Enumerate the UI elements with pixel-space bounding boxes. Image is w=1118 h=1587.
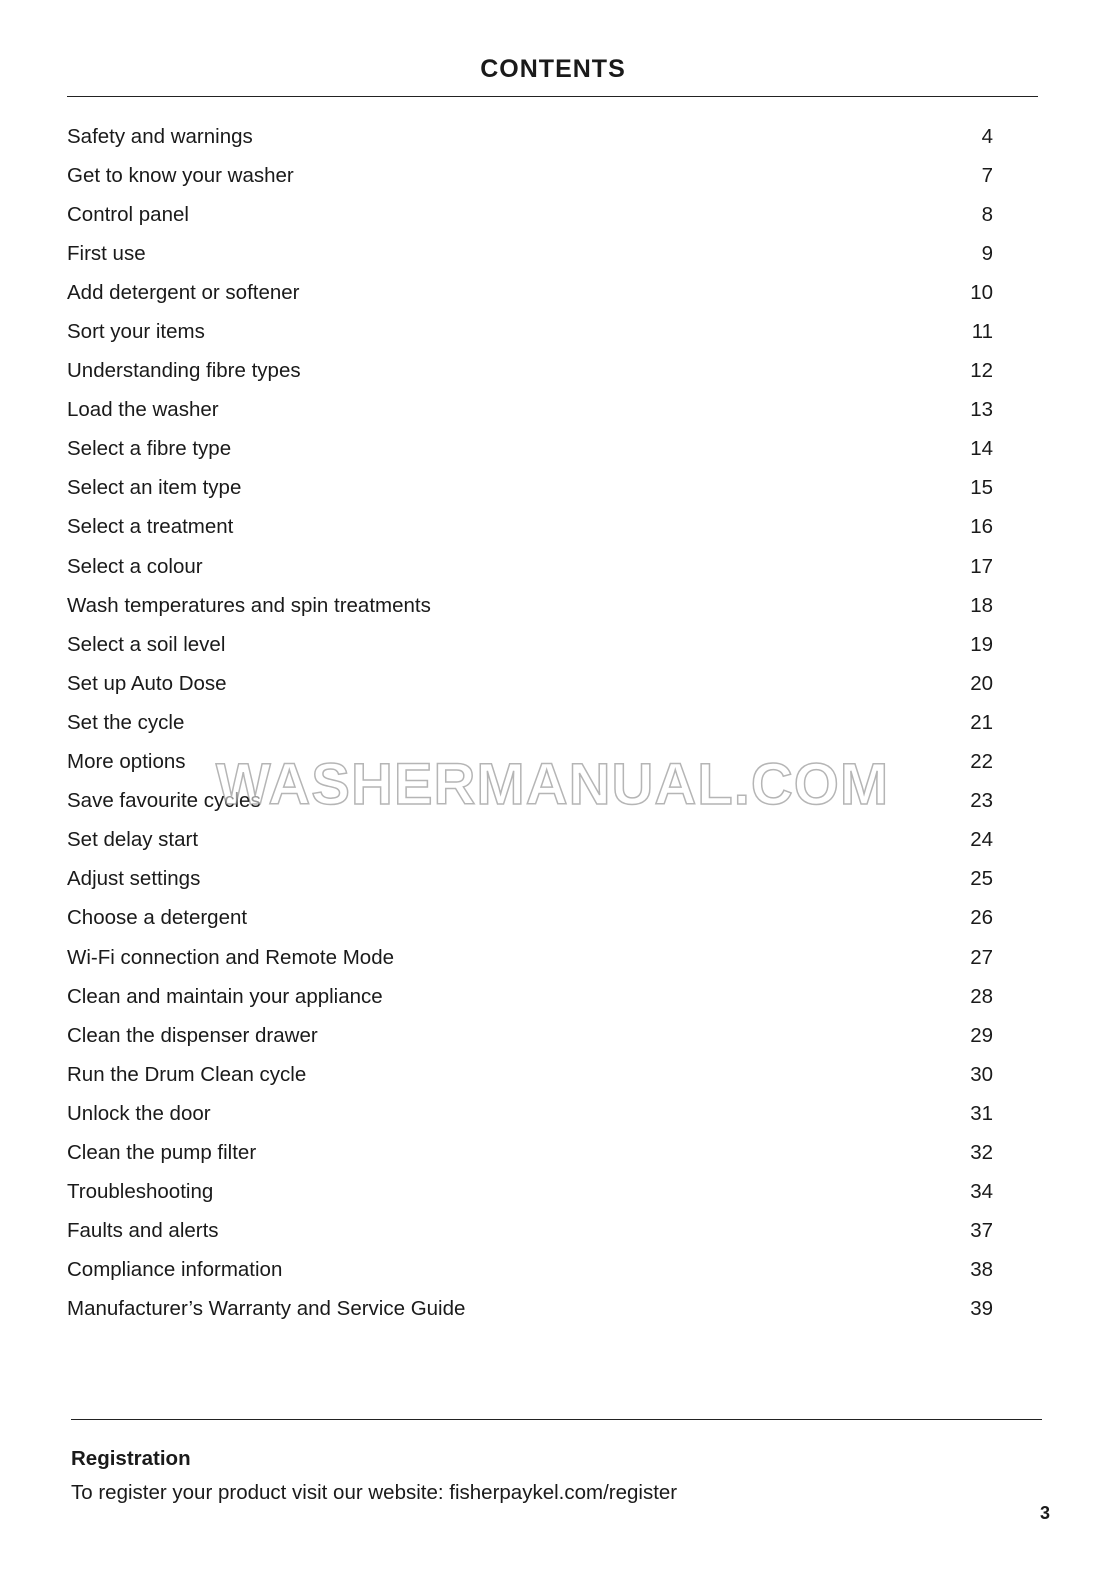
toc-entry-label: Unlock the door	[67, 1101, 211, 1125]
toc-entry-page: 25	[970, 867, 993, 891]
toc-entry-label: Select a treatment	[67, 515, 234, 539]
toc-entry-label: Wash temperatures and spin treatments	[67, 593, 431, 617]
toc-entry	[67, 625, 993, 664]
toc-entry	[67, 430, 993, 469]
toc-entry	[67, 782, 993, 821]
toc-entry-label: Select a fibre type	[67, 437, 232, 461]
toc-entry-label: Troubleshooting	[67, 1180, 214, 1204]
table-of-contents	[67, 117, 993, 1329]
toc-entry-page: 14	[970, 437, 993, 461]
toc-entry-page: 23	[970, 789, 993, 813]
toc-entry	[67, 664, 993, 703]
toc-entry-page: 10	[970, 280, 993, 304]
registration-text: To register your product visit our website: fisherpaykel.com/register	[71, 1481, 678, 1504]
toc-entry-page: 4	[981, 124, 993, 148]
toc-entry-page: 39	[970, 1297, 993, 1321]
toc-entry-page: 18	[970, 593, 993, 617]
toc-entry	[67, 1173, 993, 1212]
title-divider	[67, 96, 1038, 97]
toc-entry-label: Clean and maintain your appliance	[67, 984, 383, 1008]
toc-entry-page: 11	[971, 320, 993, 344]
toc-entry-label: Run the Drum Clean cycle	[67, 1062, 307, 1086]
toc-entry-label: Select a soil level	[67, 632, 226, 656]
watermark: WASHERMANUAL.COM	[215, 751, 890, 817]
toc-entry-label: More options	[67, 750, 186, 774]
toc-entry-page: 31	[970, 1101, 993, 1125]
toc-entry-label: Understanding fibre types	[67, 359, 301, 383]
toc-entry	[67, 1094, 993, 1133]
toc-entry-label: Manufacturer’s Warranty and Service Guide	[67, 1297, 466, 1321]
toc-entry-label: Clean the dispenser drawer	[67, 1023, 318, 1047]
toc-entry-label: Load the washer	[67, 398, 219, 422]
toc-entry-page: 8	[981, 202, 993, 226]
toc-entry-label: Set up Auto Dose	[67, 671, 227, 695]
toc-entry	[67, 743, 993, 782]
toc-entry	[67, 547, 993, 586]
toc-entry-label: Compliance information	[67, 1258, 283, 1282]
toc-entry-page: 19	[970, 632, 993, 656]
toc-entry	[67, 508, 993, 547]
toc-entry-page: 12	[970, 359, 993, 383]
toc-entry-page: 16	[970, 515, 993, 539]
toc-entry-page: 28	[970, 984, 993, 1008]
toc-entry-page: 13	[970, 398, 993, 422]
toc-entry	[67, 1133, 993, 1172]
toc-entry	[67, 899, 993, 938]
toc-entry-label: Set the cycle	[67, 710, 185, 734]
toc-entry	[67, 860, 993, 899]
toc-entry-page: 21	[970, 710, 993, 734]
registration-divider	[71, 1419, 1042, 1420]
toc-entry	[67, 352, 993, 391]
toc-entry	[67, 1290, 993, 1329]
toc-entry-page: 7	[981, 163, 993, 187]
toc-entry	[67, 1016, 993, 1055]
toc-entry-page: 15	[970, 476, 993, 500]
toc-entry-label: Set delay start	[67, 828, 199, 852]
toc-entry	[67, 117, 993, 156]
toc-entry	[67, 1251, 993, 1290]
toc-entry-label: Control panel	[67, 202, 189, 226]
toc-entry	[67, 977, 993, 1016]
toc-entry	[67, 273, 993, 312]
toc-entry	[67, 1212, 993, 1251]
toc-entry-label: Adjust settings	[67, 867, 201, 891]
toc-entry-page: 34	[970, 1180, 993, 1204]
toc-entry-page: 37	[970, 1219, 993, 1243]
toc-entry	[67, 234, 993, 273]
toc-entry-page: 26	[970, 906, 993, 930]
page-title: CONTENTS	[480, 55, 626, 83]
toc-entry	[67, 156, 993, 195]
toc-entry	[67, 586, 993, 625]
toc-entry-label: Wi-Fi connection and Remote Mode	[67, 945, 395, 969]
toc-entry-page: 22	[970, 750, 993, 774]
toc-entry	[67, 1055, 993, 1094]
toc-entry-page: 27	[970, 945, 993, 969]
toc-entry	[67, 938, 993, 977]
toc-entry-page: 32	[970, 1140, 993, 1164]
toc-entry-page: 17	[970, 554, 993, 578]
toc-entry	[67, 391, 993, 430]
page-number: 3	[1040, 1503, 1051, 1523]
toc-entry	[67, 821, 993, 860]
toc-entry-page: 29	[970, 1023, 993, 1047]
toc-entry-page: 24	[970, 828, 993, 852]
toc-entry-label: Get to know your washer	[67, 163, 294, 187]
toc-entry-label: Safety and warnings	[67, 124, 253, 148]
toc-entry-page: 30	[970, 1062, 993, 1086]
toc-entry	[67, 703, 993, 742]
toc-entry	[67, 469, 993, 508]
toc-entry	[67, 195, 993, 234]
toc-entry-label: Select an item type	[67, 476, 242, 500]
toc-entry-label: Save favourite cycles	[67, 789, 261, 813]
toc-entry-label: Select a colour	[67, 554, 203, 578]
toc-entry-page: 38	[970, 1258, 993, 1282]
toc-entry-label: First use	[67, 241, 146, 265]
toc-entry-label: Add detergent or softener	[67, 280, 300, 304]
toc-entry-label: Clean the pump filter	[67, 1140, 257, 1164]
registration-heading: Registration	[71, 1447, 191, 1470]
toc-entry-label: Sort your items	[67, 320, 205, 344]
toc-entry-label: Choose a detergent	[67, 906, 248, 930]
toc-entry-page: 9	[981, 241, 993, 265]
toc-entry-label: Faults and alerts	[67, 1219, 219, 1243]
toc-entry-page: 20	[970, 671, 993, 695]
toc-entry	[67, 312, 993, 351]
